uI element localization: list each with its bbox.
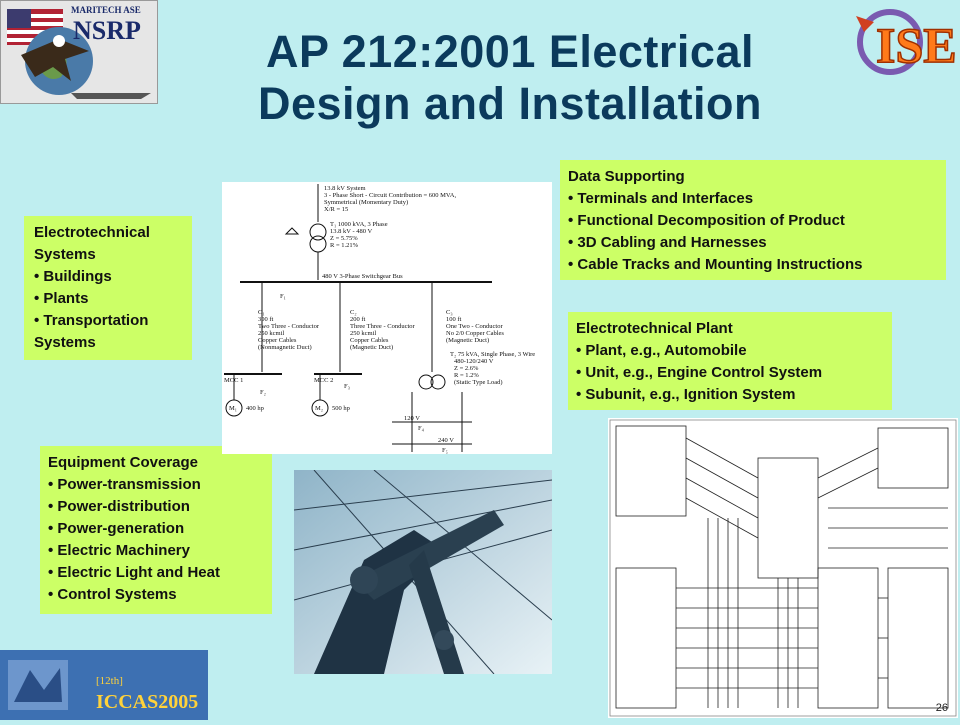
c2-line: C₂ [350, 309, 357, 316]
motor-hp: 400 hp [246, 405, 264, 412]
box-heading: Equipment Coverage [48, 454, 199, 471]
fault-label: F₃ [344, 383, 350, 390]
wiring-schematic-diagram [608, 418, 958, 718]
list-item: • Control Systems [48, 584, 264, 606]
t2-line: R = 1.2% [454, 372, 479, 379]
c1-line: C₁ [258, 309, 265, 316]
list-item: • Electric Light and Heat [48, 562, 264, 584]
c1-line: 250 kcmil [258, 330, 285, 337]
t1-line: Z = 5.75% [330, 235, 358, 242]
t2-line: (Static Type Load) [454, 379, 503, 386]
list-item: • Plant, e.g., Automobile [576, 340, 884, 362]
list-item: • Unit, e.g., Engine Control System [576, 362, 884, 384]
equipment-coverage-box [40, 446, 272, 614]
ise-logo [852, 2, 958, 80]
one-line-diagram [222, 182, 552, 454]
c3-line: No 2/0 Copper Cables [446, 330, 504, 337]
box-trailer: Systems [34, 334, 96, 351]
voltage-label: 240 V [438, 437, 454, 444]
list-item: • 3D Cabling and Harnesses [568, 232, 938, 254]
nsrp-top-text: MARITECH ASE [71, 5, 141, 15]
t2-line: Z = 2.6% [454, 365, 479, 372]
t2-line: 480-120/240 V [454, 358, 494, 365]
electrotechnical-plant-box [568, 312, 892, 410]
motor-label: M₂ [315, 405, 324, 412]
box-heading: Electrotechnical Systems [34, 224, 150, 263]
fault-label: F₁ [280, 293, 286, 300]
list-item: • Buildings [34, 266, 184, 288]
c2-line: (Magnetic Duct) [350, 344, 394, 351]
c1-line: Two Three - Conductor [258, 323, 319, 330]
iccas-small-text: [12th] [96, 675, 123, 687]
mcc-label: MCC 1 [224, 377, 244, 384]
list-item: • Terminals and Interfaces [568, 188, 938, 210]
t1-line: 13.8 kV - 480 V [330, 228, 373, 235]
c3-line: (Magnetic Duct) [446, 337, 490, 344]
motor-label: M₁ [229, 405, 238, 412]
motor-hp: 500 hp [332, 405, 350, 412]
system-line: 13.8 kV System [324, 185, 366, 192]
box-heading: Electrotechnical Plant [576, 320, 733, 337]
title-line-2: Design and Installation [257, 78, 763, 129]
data-supporting-box [560, 160, 946, 280]
list-item: • Plants [34, 288, 184, 310]
system-line: Symmetrical (Momentary Duty) [324, 199, 409, 206]
system-line: 3 - Phase Short - Circuit Contribution = 600 MVA, [324, 192, 457, 199]
system-line: X/R = 15 [324, 206, 349, 213]
fault-label: F₅ [442, 447, 448, 454]
fault-label: F₂ [260, 389, 266, 396]
c3-line: C₃ [446, 309, 453, 316]
c2-line: Copper Cables [350, 337, 389, 344]
title-line-1: AP 212:2001 Electrical [265, 26, 754, 77]
list-item: • Cable Tracks and Mounting Instructions [568, 254, 938, 276]
nsrp-logo [0, 0, 158, 104]
page-number: 26 [935, 702, 948, 714]
nsrp-main-text: NSRP [73, 16, 141, 45]
list-item: • Transportation [34, 310, 184, 332]
list-item: • Power-generation [48, 518, 264, 540]
list-item: • Functional Decomposition of Product [568, 210, 938, 232]
c1-line: (Nonmagnetic Duct) [258, 344, 312, 351]
c3-line: 100 ft [446, 316, 462, 323]
mcc-label: MCC 2 [314, 377, 334, 384]
electrotechnical-systems-box [24, 216, 192, 360]
c2-line: Three Three - Conductor [350, 323, 415, 330]
t1-line: T₁ 1000 kVA, 3 Phase [330, 221, 388, 228]
c2-line: 250 kcmil [350, 330, 377, 337]
list-item: • Power-transmission [48, 474, 264, 496]
c2-line: 200 ft [350, 316, 366, 323]
iccas-logo [0, 650, 208, 720]
ise-text: ISE [876, 17, 957, 73]
power-line-photo [294, 470, 552, 674]
box-heading: Data Supporting [568, 168, 685, 185]
voltage-label: 120 V [404, 415, 420, 422]
c3-line: One Two - Conductor [446, 323, 503, 330]
list-item: • Subunit, e.g., Ignition System [576, 384, 884, 406]
t1-line: R = 1.21% [330, 242, 359, 249]
list-item: • Electric Machinery [48, 540, 264, 562]
c1-line: Copper Cables [258, 337, 297, 344]
slide-title [190, 26, 830, 130]
list-item: • Power-distribution [48, 496, 264, 518]
iccas-main-text: ICCAS2005 [96, 691, 199, 713]
t2-line: T₂ 75 kVA, Single Phase, 3 Wire [450, 351, 536, 358]
bus-label: 480 V 3-Phase Switchgear Bus [322, 273, 403, 280]
fault-label: F₄ [418, 425, 424, 432]
c1-line: 300 ft [258, 316, 274, 323]
